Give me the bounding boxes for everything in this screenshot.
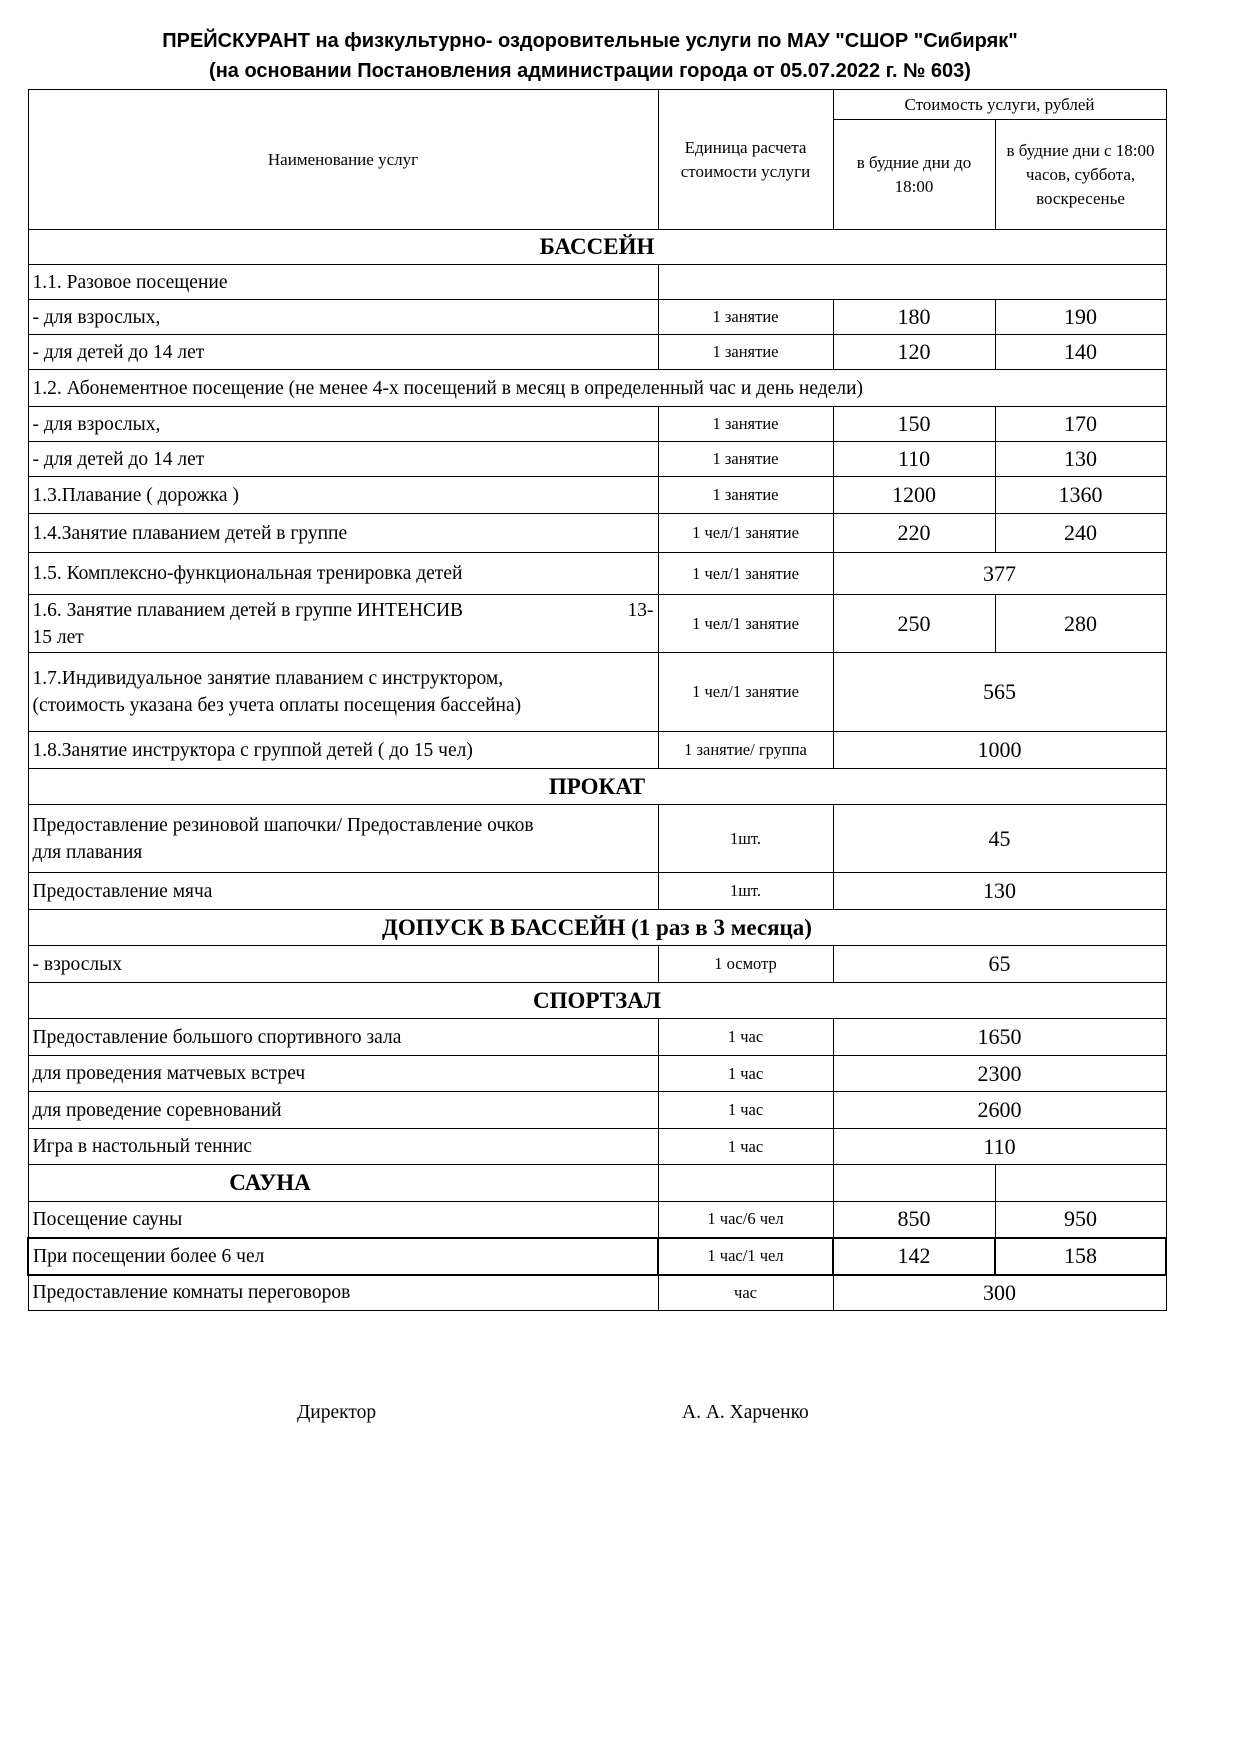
weekday-price: 850 [833,1202,995,1238]
table-row [28,300,1166,335]
service-name-cell [28,805,658,873]
flat-price: 1000 [833,732,1166,769]
evening-weekend-price: 130 [995,442,1166,477]
service-unit: 1 занятие [658,300,833,335]
service-unit: 1 занятие [658,407,833,442]
table-row [28,265,1166,300]
service-name: 1.6. Занятие плаванием детей в группе ИНТЕНСИВ [32,599,464,621]
service-unit: 1 чел/1 занятие [658,595,833,653]
flat-price: 110 [833,1129,1166,1165]
section-row [28,910,1166,946]
service-name: 1.7.Индивидуальное занятие плаванием с инструктором, [32,668,504,689]
flat-price: 2300 [833,1056,1166,1092]
header-evening-weekend-price: в будние дни с 18:00 часов, суббота, воскресенье [995,120,1166,230]
service-unit: час [658,1275,833,1311]
service-unit: 1 час [658,1129,833,1165]
weekday-price: 120 [833,335,995,370]
weekday-price: 250 [833,595,995,653]
header-service-name: Наименование услуг [28,90,658,230]
service-unit: 1 чел/1 занятие [658,553,833,595]
flat-price: 65 [833,946,1166,983]
section-row [28,230,1166,265]
service-name: Игра в настольный теннис [28,1129,658,1165]
section-gym-title: СПОРТЗАЛ [28,983,1166,1019]
section-row [28,1165,1166,1202]
service-unit: 1 занятие [658,442,833,477]
table-row [28,335,1166,370]
header-weekday-price: в будние дни до 18:00 [833,120,995,230]
service-unit: 1шт. [658,805,833,873]
service-name: Предоставление комнаты переговоров [28,1275,658,1311]
service-name-line2: (стоимость указана без учета оплаты посещения бассейна) [32,695,522,716]
empty-cell [658,1165,833,1202]
table-row [28,1202,1166,1238]
service-name: При посещении более 6 чел [28,1238,658,1275]
service-name: 1.2. Абонементное посещение (не менее 4-х посещений в месяц в определенный час и день недели) [28,370,1166,407]
service-name: Посещение сауны [28,1202,658,1238]
table-row [28,442,1166,477]
table-row [28,595,1166,653]
service-name: Предоставление большого спортивного зала [28,1019,658,1056]
service-name: 1.5. Комплексно-функциональная тренировка детей [28,553,658,595]
table-row [28,1238,1166,1275]
service-unit: 1 чел/1 занятие [658,653,833,732]
table-row [28,873,1166,910]
table-row [28,805,1166,873]
evening-weekend-price: 140 [995,335,1166,370]
evening-weekend-price: 950 [995,1202,1166,1238]
header-cost: Стоимость услуги, рублей [833,90,1166,120]
service-unit: 1 час [658,1092,833,1129]
evening-weekend-price: 1360 [995,477,1166,514]
service-name: - для детей до 14 лет [28,442,658,477]
service-unit: 1 занятие [658,477,833,514]
header-unit: Единица расчета стоимости услуги [658,90,833,230]
service-name: для проведение соревнований [28,1092,658,1129]
service-name: - для детей до 14 лет [28,335,658,370]
section-pool-title: БАССЕЙН [28,230,1166,265]
section-access-title: ДОПУСК В БАССЕЙН (1 раз в 3 месяца) [28,910,1166,946]
table-row [28,514,1166,553]
evening-weekend-price: 170 [995,407,1166,442]
evening-weekend-price: 190 [995,300,1166,335]
table-row [28,553,1166,595]
table-row [28,477,1166,514]
service-name-cell [28,653,658,732]
empty-cell [833,1165,995,1202]
service-name: Предоставление мяча [28,873,658,910]
section-rental-title: ПРОКАТ [28,769,1166,805]
service-unit: 1 час [658,1019,833,1056]
service-unit: 1 занятие [658,335,833,370]
price-table [27,89,1167,1311]
service-name: - для взрослых, [28,300,658,335]
flat-price: 45 [833,805,1166,873]
evening-weekend-price: 240 [995,514,1166,553]
service-name: 1.8.Занятие инструктора с группой детей ( до 15 чел) [28,732,658,769]
weekday-price: 220 [833,514,995,553]
weekday-price: 180 [833,300,995,335]
service-name: 1.4.Занятие плаванием детей в группе [28,514,658,553]
service-name-cell [28,595,658,653]
weekday-price: 110 [833,442,995,477]
table-row [28,370,1166,407]
service-name: 1.1. Разовое посещение [28,265,658,300]
table-row [28,732,1166,769]
table-row [28,407,1166,442]
service-unit: 1 час [658,1056,833,1092]
flat-price: 565 [833,653,1166,732]
service-name: - для взрослых, [28,407,658,442]
table-row [28,1056,1166,1092]
section-row [28,983,1166,1019]
service-name-line2: 15 лет [32,626,84,648]
service-unit: 1 час/6 чел [658,1202,833,1238]
flat-price: 377 [833,553,1166,595]
service-unit: 1 чел/1 занятие [658,514,833,553]
signature-role: Директор [297,1402,377,1423]
weekday-price: 142 [833,1238,995,1275]
section-sauna-title: САУНА [28,1165,658,1202]
table-row [28,1019,1166,1056]
service-unit: 1 час/1 чел [658,1238,833,1275]
document-title: ПРЕЙСКУРАНТ на физкультурно- оздоровительные услуги по МАУ "СШОР "Сибиряк" [162,30,1018,52]
service-name: для проведения матчевых встреч [28,1056,658,1092]
header-row [28,90,1166,120]
flat-price: 130 [833,873,1166,910]
document-subtitle: (на основании Постановления администрации города от 05.07.2022 г. № 603) [209,60,971,82]
weekday-price: 150 [833,407,995,442]
service-unit: 1шт. [658,873,833,910]
section-row [28,769,1166,805]
table-row [28,946,1166,983]
service-name: 1.3.Плавание ( дорожка ) [28,477,658,514]
table-row [28,1129,1166,1165]
service-unit: 1 занятие/ группа [658,732,833,769]
empty-cell [995,1165,1166,1202]
evening-weekend-price: 158 [995,1238,1166,1275]
flat-price: 300 [833,1275,1166,1311]
signature-name: А. А. Харченко [682,1402,809,1423]
service-name-line2: для плавания [32,841,143,863]
service-name: Предоставление резиновой шапочки/ Предоставление очков [32,814,534,836]
table-row [28,653,1166,732]
flat-price: 1650 [833,1019,1166,1056]
service-name: - взрослых [28,946,658,983]
weekday-price: 1200 [833,477,995,514]
evening-weekend-price: 280 [995,595,1166,653]
service-name-end: 13- [627,599,654,621]
flat-price: 2600 [833,1092,1166,1129]
empty-cell [658,265,1166,300]
table-row [28,1092,1166,1129]
table-row [28,1275,1166,1311]
service-unit: 1 осмотр [658,946,833,983]
